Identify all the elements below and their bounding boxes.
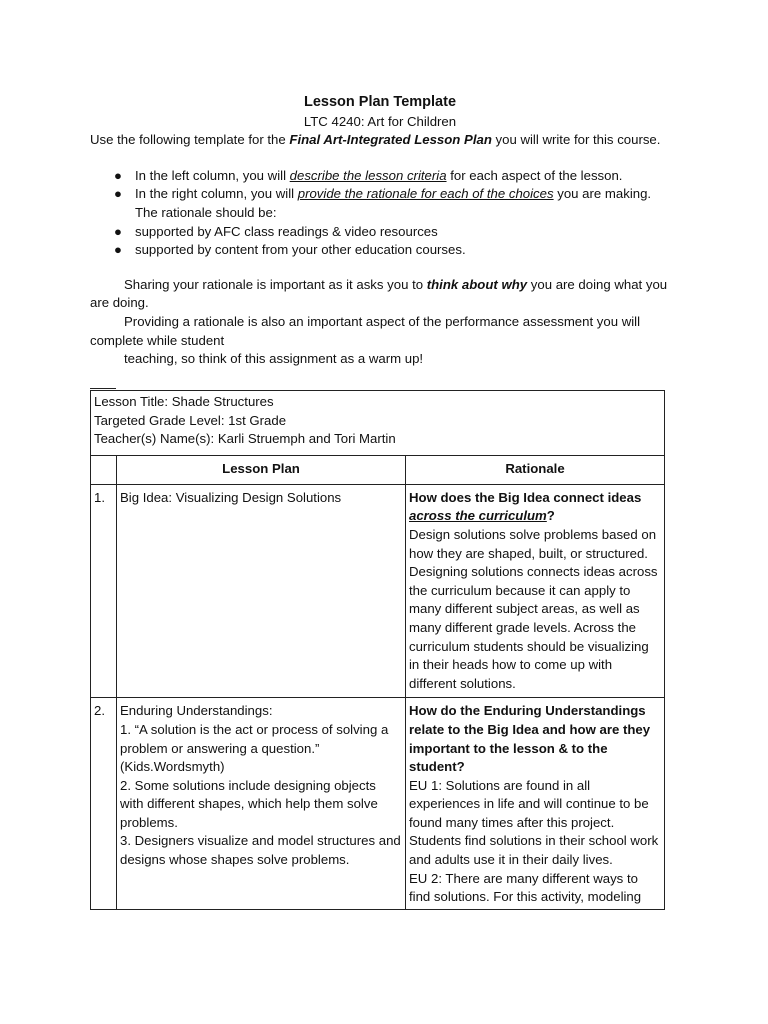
lesson-info-cell	[91, 391, 665, 456]
eu-item-2: 2. Some solutions include designing objects with different shapes, which help them solve problems.	[120, 777, 378, 830]
performance-paragraph: Providing a rationale is also an important aspect of the performance assessment you will complete while student	[90, 313, 641, 348]
rationale-paragraph	[90, 276, 670, 313]
row-number: 1.	[91, 484, 117, 698]
b2-post: you are making.	[553, 186, 652, 202]
rationale-question: How do the Enduring Understandings relate to the Big Idea and how are they important to the lesson & to the student?	[409, 703, 651, 775]
b4-text: supported by content from your other education courses.	[135, 242, 466, 258]
page-title: Lesson Plan Template	[303, 94, 457, 110]
instruction-list	[90, 167, 670, 260]
b1-post: for each aspect of the lesson.	[446, 167, 623, 183]
rationale-question	[409, 489, 661, 526]
rationale-text: Design solutions solve problems based on how they are shaped, built, or structured. Designing solutions connects ideas across the curriculum because it can apply to many different subject areas, as well as many different grade levels. Across the curriculum students should be visualizing in their heads how to come up with different solutions.	[409, 526, 658, 691]
p1-post: you are doing what you are doing.	[90, 276, 668, 311]
table-row	[91, 698, 665, 910]
lesson-cell	[117, 698, 406, 910]
rationale-cell	[406, 698, 665, 910]
bullet-icon: ●	[114, 242, 122, 258]
rationale-cell	[406, 484, 665, 698]
b2-continuation: The rationale should be:	[135, 204, 277, 220]
rationale-eu1: EU 1: Solutions are found in all experiences in life and will continue to be found many times after this project. Students find solutions in their school work and adults use it in their daily lives.	[409, 777, 659, 868]
eu-item-1: 1. “A solution is the act or process of solving a problem or answering a question.” (Kids.Wordsmyth)	[120, 721, 389, 775]
rationale-eu2: EU 2: There are many different ways to find solutions. For this activity, modeling	[409, 870, 642, 905]
document-page	[90, 92, 670, 369]
p1-pre: Sharing your rationale is important as it asks you to	[124, 276, 427, 292]
b3-text: supported by AFC class readings & video resources	[135, 223, 438, 239]
intro-post: you will write for this course.	[491, 132, 661, 148]
table-info-row	[91, 391, 665, 456]
intro-pre: Use the following template for the	[90, 132, 290, 148]
big-idea: Big Idea: Visualizing Design Solutions	[120, 489, 342, 505]
q-emphasis: across the curriculum	[409, 508, 547, 524]
q-post: ?	[546, 508, 555, 524]
teacher-names: Teacher(s) Name(s): Karli Struemph and Tori Martin	[94, 431, 396, 447]
bullet-icon: ●	[114, 223, 122, 239]
eu-heading: Enduring Understandings:	[120, 703, 273, 719]
table-header-row	[91, 455, 665, 484]
bullet-icon: ●	[114, 186, 122, 202]
bullet-icon: ●	[114, 167, 122, 183]
row-number: 2.	[91, 698, 117, 910]
list-item	[90, 185, 670, 222]
lesson-plan-header: Lesson Plan	[117, 455, 406, 484]
list-item	[90, 241, 670, 260]
num-header	[91, 455, 117, 484]
performance-paragraph-cont: teaching, so think of this assignment as a warm up!	[124, 351, 424, 367]
rationale-header: Rationale	[406, 455, 665, 484]
p1-bold: think about why	[426, 276, 528, 292]
list-item	[90, 223, 670, 242]
b2-pre: In the right column, you will	[135, 186, 298, 202]
lesson-plan-table	[90, 390, 665, 910]
q-pre: How does the Big Idea connect ideas	[409, 489, 642, 505]
lesson-cell	[117, 484, 406, 698]
grade-level: Targeted Grade Level: 1st Grade	[94, 412, 287, 428]
intro-bold: Final Art-Integrated Lesson Plan	[289, 132, 492, 148]
table-top-mark	[90, 388, 116, 389]
course-subtitle: LTC 4240: Art for Children	[303, 113, 457, 129]
eu-item-3: 3. Designers visualize and model structures and designs whose shapes solve problems.	[120, 833, 401, 868]
lesson-title: Lesson Title: Shade Structures	[94, 394, 274, 409]
table-row	[91, 484, 665, 698]
intro-text	[90, 131, 670, 150]
b2-emphasis: provide the rationale for each of the choices	[297, 186, 554, 202]
list-item	[90, 167, 670, 186]
b1-emphasis: describe the lesson criteria	[289, 167, 447, 183]
b1-pre: In the left column, you will	[135, 167, 290, 183]
